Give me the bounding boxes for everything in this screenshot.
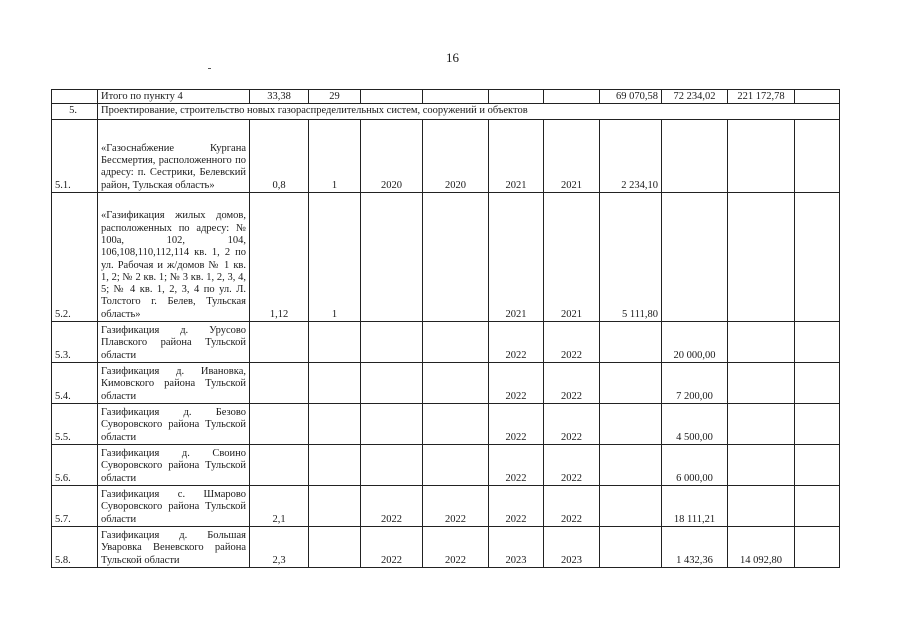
row-length [250, 445, 309, 486]
row-cost-2: 1 432,36 [662, 527, 728, 568]
row-number: 5.4. [52, 363, 98, 404]
table-row [52, 363, 840, 404]
row-cost-1 [600, 363, 662, 404]
row-number: 5.3. [52, 322, 98, 363]
total-cost-2: 72 234,02 [662, 90, 728, 104]
row-name: Газификация д. Ивановка, Кимовского района Тульской области [98, 363, 250, 404]
row-name: Газификация д. Безово Суворовского района Тульской области [98, 404, 250, 445]
row-count: 1 [309, 193, 361, 322]
row-name: Газификация д. Своино Суворовского района Тульской области [98, 445, 250, 486]
total-num-cell [52, 90, 98, 104]
row-cost-1 [600, 322, 662, 363]
data-table [51, 89, 840, 568]
row-year-2 [423, 404, 489, 445]
row-cost-2 [662, 120, 728, 193]
row-number: 5.5. [52, 404, 98, 445]
row-year-1 [361, 404, 423, 445]
row-year-3: 2022 [489, 445, 544, 486]
row-year-1: 2020 [361, 120, 423, 193]
row-year-4: 2022 [544, 404, 600, 445]
row-cost-1 [600, 445, 662, 486]
row-year-1 [361, 445, 423, 486]
row-cost-1: 5 111,80 [600, 193, 662, 322]
total-empty-cell [544, 90, 600, 104]
row-cost-3 [728, 193, 795, 322]
row-year-2: 2020 [423, 120, 489, 193]
row-cost-3 [728, 120, 795, 193]
table-body [52, 90, 840, 568]
row-name: «Газификация жилых домов, расположенных по адресу: № 100а, 102, 104, 106,108,110,112,114 кв. 1, 2 по ул. Рабочая и ж/домов № 1 кв. 1, 2; № 2 кв. 1; № 3 кв. 1, 2, 3, 4, 5; № 4 кв. 1, 2, 3, 4 по ул. Л. Толстого г. Белев, Тульская область» [98, 193, 250, 322]
section-title: Проектирование, строительство новых газораспределительных систем, сооружений и объектов [98, 104, 840, 120]
row-empty-cell [795, 445, 840, 486]
row-year-3: 2021 [489, 120, 544, 193]
total-cost-1: 69 070,58 [600, 90, 662, 104]
row-cost-3: 14 092,80 [728, 527, 795, 568]
row-name: Газификация д. Большая Уваровка Веневского района Тульской области [98, 527, 250, 568]
row-year-4: 2021 [544, 193, 600, 322]
row-number: 5.2. [52, 193, 98, 322]
row-cost-3 [728, 322, 795, 363]
row-count [309, 445, 361, 486]
row-year-4: 2022 [544, 363, 600, 404]
row-year-2: 2022 [423, 486, 489, 527]
section-header-row [52, 104, 840, 120]
row-year-4: 2021 [544, 120, 600, 193]
row-cost-2 [662, 193, 728, 322]
page-number: 16 [446, 50, 459, 65]
row-empty-cell [795, 527, 840, 568]
table-row [52, 527, 840, 568]
row-year-2 [423, 445, 489, 486]
row-year-4: 2022 [544, 445, 600, 486]
total-label: Итого по пункту 4 [98, 90, 250, 104]
row-cost-1 [600, 527, 662, 568]
row-empty-cell [795, 322, 840, 363]
total-count: 29 [309, 90, 361, 104]
row-year-3: 2021 [489, 193, 544, 322]
row-count [309, 322, 361, 363]
row-length: 0,8 [250, 120, 309, 193]
row-cost-1 [600, 486, 662, 527]
total-empty-cell [489, 90, 544, 104]
row-count [309, 363, 361, 404]
row-cost-2: 4 500,00 [662, 404, 728, 445]
total-empty-cell [795, 90, 840, 104]
row-year-2: 2022 [423, 527, 489, 568]
row-name: «Газоснабжение Кургана Бессмертия, расположенного по адресу: п. Сестрики, Белевский район, Тульская область» [98, 120, 250, 193]
row-length [250, 363, 309, 404]
row-empty-cell [795, 363, 840, 404]
total-empty-cell [423, 90, 489, 104]
row-year-3: 2022 [489, 363, 544, 404]
total-cost-3: 221 172,78 [728, 90, 795, 104]
row-number: 5.7. [52, 486, 98, 527]
row-empty-cell [795, 486, 840, 527]
row-cost-3 [728, 404, 795, 445]
row-cost-3 [728, 363, 795, 404]
row-year-4: 2023 [544, 527, 600, 568]
row-year-1 [361, 322, 423, 363]
row-year-1: 2022 [361, 527, 423, 568]
row-year-3: 2022 [489, 322, 544, 363]
table-row [52, 486, 840, 527]
scan-mark [208, 68, 211, 69]
table-row [52, 404, 840, 445]
row-number: 5.1. [52, 120, 98, 193]
row-cost-1: 2 234,10 [600, 120, 662, 193]
table-row [52, 120, 840, 193]
row-cost-2: 18 111,21 [662, 486, 728, 527]
row-count [309, 404, 361, 445]
row-count: 1 [309, 120, 361, 193]
row-year-3: 2022 [489, 486, 544, 527]
row-cost-2: 7 200,00 [662, 363, 728, 404]
table-row [52, 322, 840, 363]
row-cost-3 [728, 486, 795, 527]
row-number: 5.8. [52, 527, 98, 568]
row-name: Газификация д. Урусово Плавского района Тульской области [98, 322, 250, 363]
row-year-2 [423, 193, 489, 322]
row-cost-2: 6 000,00 [662, 445, 728, 486]
row-count [309, 527, 361, 568]
row-length [250, 404, 309, 445]
row-year-1 [361, 363, 423, 404]
row-length: 1,12 [250, 193, 309, 322]
row-name: Газификация с. Шмарово Суворовского района Тульской области [98, 486, 250, 527]
row-cost-2: 20 000,00 [662, 322, 728, 363]
row-number: 5.6. [52, 445, 98, 486]
row-year-2 [423, 363, 489, 404]
row-year-3: 2023 [489, 527, 544, 568]
row-empty-cell [795, 404, 840, 445]
row-empty-cell [795, 193, 840, 322]
row-year-4: 2022 [544, 486, 600, 527]
row-length: 2,3 [250, 527, 309, 568]
row-year-3: 2022 [489, 404, 544, 445]
row-year-2 [423, 322, 489, 363]
row-cost-1 [600, 404, 662, 445]
total-empty-cell [361, 90, 423, 104]
row-length: 2,1 [250, 486, 309, 527]
table-row [52, 193, 840, 322]
row-year-1 [361, 193, 423, 322]
row-count [309, 486, 361, 527]
row-empty-cell [795, 120, 840, 193]
row-year-4: 2022 [544, 322, 600, 363]
section-number: 5. [52, 104, 98, 120]
row-cost-3 [728, 445, 795, 486]
total-length: 33,38 [250, 90, 309, 104]
row-year-1: 2022 [361, 486, 423, 527]
row-length [250, 322, 309, 363]
table-row [52, 445, 840, 486]
total-row [52, 90, 840, 104]
